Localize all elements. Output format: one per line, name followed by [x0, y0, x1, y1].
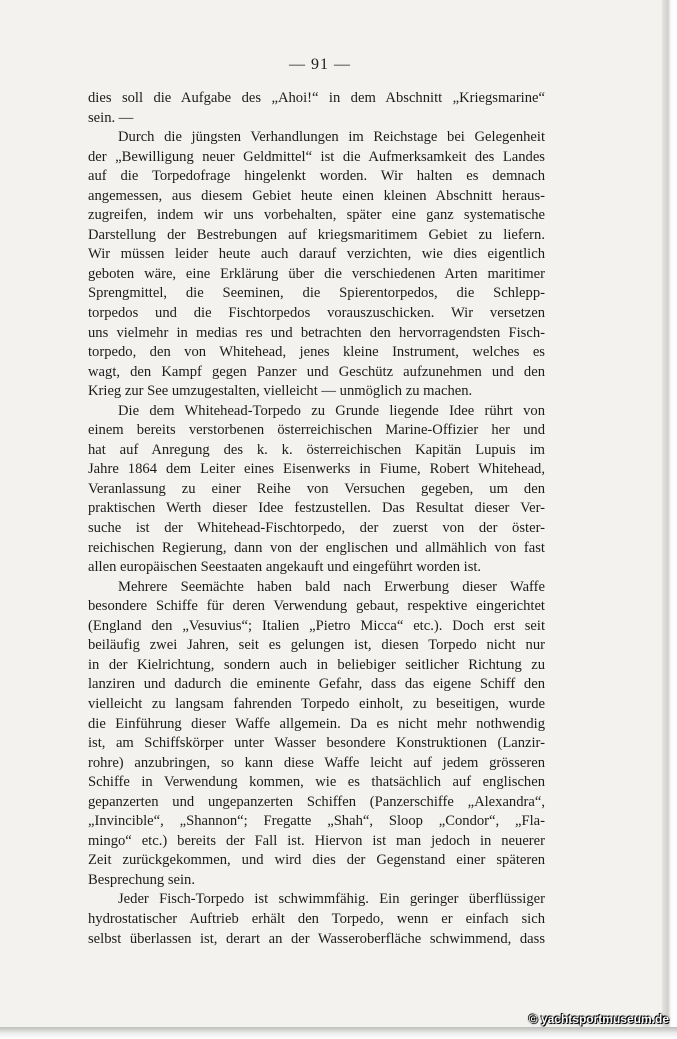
text-line: praktischen Werth dieser Idee festzustellen. Das Resultat dieser Ver-	[88, 500, 545, 517]
text-line: geboten wäre, eine Erklärung über die verschiedenen Arten maritimer	[88, 265, 545, 282]
text-line: Sprengmittel, die Seeminen, die Spierentorpedos, die Schlepp-	[88, 285, 545, 302]
text-line: dies soll die Aufgabe des „Ahoi!“ in dem Abschnitt „Kriegsmarine“	[88, 90, 545, 106]
text-line: Jeder Fisch-Torpedo ist schwimmfähig. Ein geringer überflüssiger	[118, 891, 545, 908]
text-line: Mehrere Seemächte haben bald nach Erwerbung dieser Waffe	[118, 578, 545, 595]
text-line: torpedos und die Fischtorpedos vorauszuschicken. Wir versetzen	[88, 305, 545, 322]
text-line: reichischen Regierung, dann von der englischen und allmählich von fast	[88, 539, 545, 556]
text-line: suche ist der Whitehead-Fischtorpedo, der zuerst von der öster-	[88, 520, 545, 537]
text-line: torpedo, den von Whitehead, jenes kleine Instrument, welches es	[88, 344, 545, 361]
text-line: einem bereits verstorbenen österreichischen Marine-Offizier her und	[88, 422, 545, 439]
text-line: besondere Schiffe für deren Verwendung gebaut, respektive eingerichtet	[88, 598, 545, 615]
text-line: sein. —	[88, 109, 134, 126]
page-number: — 91 —	[289, 56, 351, 73]
text-line: „Invincible“, „Shannon“; Fregatte „Shah“, Sloop „Condor“, „Fla-	[88, 813, 545, 830]
text-line: wagt, den Kampf gegen Panzer und Geschütz aufzunehmen und den	[88, 363, 545, 380]
text-line: beiläufig zwei Jahren, seit es gelungen ist, diesen Torpedo nicht nur	[88, 637, 545, 654]
text-line: Zeit zurückgekommen, und wird dies der Gegenstand einer späteren	[88, 852, 545, 869]
text-line: allen europäischen Seestaaten angekauft und eingeführt worden ist.	[88, 559, 482, 576]
text-line: uns vielmehr in medias res und betrachten den hervorragendsten Fisch-	[88, 324, 545, 341]
text-line: angemessen, aus diesem Gebiet heute einen kleinen Abschnitt heraus-	[88, 187, 545, 204]
text-line: lanziren und dadurch die eminente Gefahr, dass das eigene Schiff den	[88, 676, 545, 693]
text-line: Krieg zur See umzugestalten, vielleicht — unmöglich zu machen.	[88, 383, 473, 400]
text-line: ist, am Schiffskörper unter Wasser besondere Konstruktionen (Lanzir-	[88, 735, 545, 752]
text-line: mingo“ etc.) bereits der Fall ist. Hiervon ist man jedoch in neuerer	[88, 832, 545, 849]
text-line: (England den „Vesuvius“; Italien „Pietro Micca“ etc.). Doch erst seit	[88, 617, 545, 634]
text-line: zugreifen, indem wir uns vorbehalten, später eine ganz systematische	[88, 207, 545, 224]
text-line: der „Bewilligung neuer Geldmittel“ ist die Aufmerksamkeit des Landes	[88, 148, 545, 165]
text-line: die Einführung dieser Waffe allgemein. Da es nicht mehr nothwendig	[88, 715, 545, 732]
text-line: rohre) anzubringen, so kann diese Waffe leicht auf jedem grösseren	[88, 754, 545, 771]
text-line: vielleicht zu langsam fahrenden Torpedo einholt, zu beseitigen, wurde	[88, 695, 545, 712]
text-line: hydrostatischer Auftrieb erhält den Torpedo, wenn er einfach sich	[88, 910, 545, 927]
text-line: Veranlassung zu einer Reihe von Versuchen gegeben, um den	[88, 480, 545, 497]
text-line: Schiffe in Verwendung kommen, wie es thatsächlich auf englischen	[88, 774, 545, 791]
text-line: in der Kielrichtung, sondern auch in beliebiger seitlicher Richtung zu	[88, 656, 545, 673]
page-edge-right	[662, 0, 677, 1039]
text-line: Darstellung der Bestrebungen auf kriegsmaritimem Gebiet zu liefern.	[88, 226, 545, 243]
text-line: Die dem Whitehead-Torpedo zu Grunde liegende Idee rührt von	[118, 402, 545, 419]
text-line: hat auf Anregung des k. k. österreichischen Kapitän Lupuis im	[88, 441, 545, 458]
text-body	[88, 89, 545, 949]
text-line: Jahre 1864 dem Leiter eines Eisenwerks in Fiume, Robert Whitehead,	[88, 461, 545, 478]
text-line: auf die Torpedofrage hingelenkt worden. Wir halten es demnach	[88, 168, 545, 185]
page-edge-bottom	[0, 1027, 677, 1039]
watermark: © yachtsportmuseum.de	[528, 1012, 669, 1026]
text-line: selbst überlassen ist, derart an der Wasseroberfläche schwimmend, dass	[88, 930, 545, 947]
text-line: Durch die jüngsten Verhandlungen im Reichstage bei Gelegenheit	[118, 129, 545, 146]
text-line: gepanzerten und ungepanzerten Schiffen (Panzerschiffe „Alexandra“,	[88, 793, 545, 810]
text-line: Besprechung sein.	[88, 871, 195, 888]
text-line: Wir müssen leider heute auch darauf verzichten, wie dies eigentlich	[88, 246, 545, 263]
